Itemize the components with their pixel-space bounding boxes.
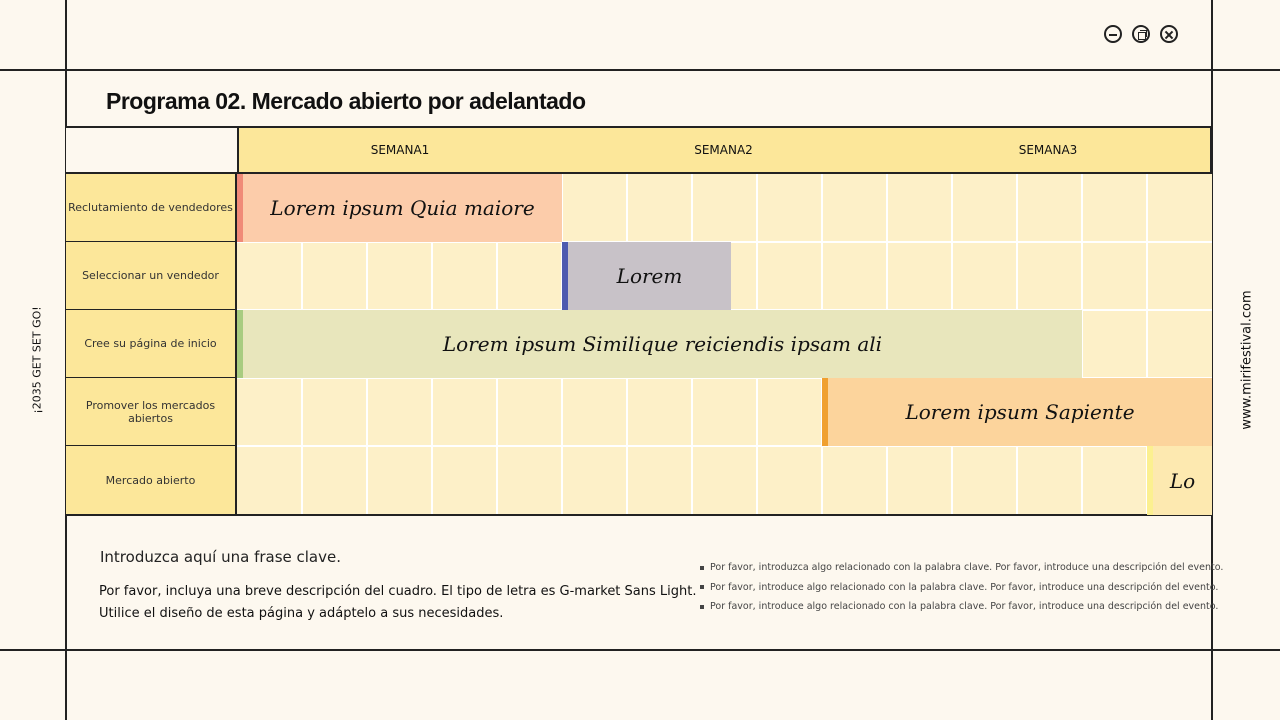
description-line: Por favor, incluya una breve descripción del cuadro. El tipo de letra es G-market Sans Light. [99,584,697,599]
side-slogan: ¡2035 GET SET GO! [30,306,44,414]
gantt-cells [237,174,1212,516]
keyword-text: Introduzca aquí una frase clave. [100,548,341,566]
frame-line-top [0,69,1280,71]
task-row-label: Mercado abierto [66,446,237,516]
list-item [700,578,1223,598]
bullet-list [700,558,1223,617]
task-row-label: Promover los mercados abiertos [66,378,237,446]
maximize-icon[interactable] [1132,25,1150,43]
gantt-bar[interactable]: Lo [1147,446,1212,515]
task-row-label: Seleccionar un vendedor [66,242,237,310]
list-item [700,597,1223,617]
week-header-2: SEMANA2 [561,126,888,174]
week-header-3: SEMANA3 [886,126,1212,174]
list-item [700,558,1223,578]
gantt-bar[interactable]: Lorem ipsum Similique reiciendis ipsam ali [237,310,1082,378]
bullet-icon [700,566,704,570]
bullet-icon [700,585,704,589]
window-controls [1104,25,1178,43]
description [99,581,696,625]
header-corner [66,126,237,174]
bullet-icon [700,605,704,609]
bullet-text: Por favor, introduzca algo relacionado con la palabra clave. Por favor, introduce una descripción del evento. [710,562,1224,574]
task-row-label: Cree su página de inicio [66,310,237,378]
description-line: Utilice el diseño de esta página y adáptelo a sus necesidades. [99,606,504,621]
week-header-1: SEMANA1 [237,126,563,174]
gantt-bar[interactable]: Lorem [562,242,731,310]
side-website: www.mirifestival.com [1239,290,1255,430]
minimize-icon[interactable] [1104,25,1122,43]
bullet-text: Por favor, introduce algo relacionado con la palabra clave. Por favor, introduce una descripción del evento. [710,601,1219,613]
gantt-bar[interactable]: Lorem ipsum Sapiente [822,378,1212,446]
close-icon[interactable] [1160,25,1178,43]
gantt-bar[interactable]: Lorem ipsum Quia maiore [237,174,562,242]
task-row-label: Reclutamiento de vendedores [66,174,237,242]
frame-line-bottom [0,649,1280,651]
gantt-chart [66,126,1212,516]
bullet-text: Por favor, introduce algo relacionado con la palabra clave. Por favor, introduce una descripción del evento. [710,581,1219,593]
page-title: Programa 02. Mercado abierto por adelantado [106,88,586,114]
